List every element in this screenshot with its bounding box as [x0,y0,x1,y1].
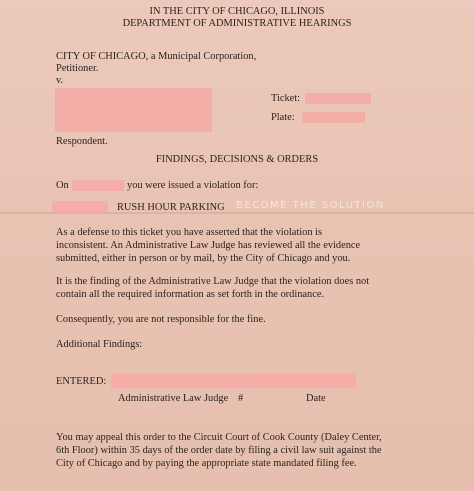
entered-label: ENTERED: [56,376,107,387]
on-label: On [56,180,69,191]
court-header-line2: DEPARTMENT OF ADMINISTRATIVE HEARINGS [122,18,352,29]
defense-line-2: inconsistent. An Administrative Law Judge has reviewed all the evidence [56,240,361,251]
ticket-number-redaction [305,93,371,104]
petitioner-line1: CITY OF CHICAGO, a Municipal Corporation, [56,51,257,62]
issued-violation-text: you were issued a violation for: [127,180,259,191]
appeal-line-1: You may appeal this order to the Circuit Court of Cook County (Daley Center, [56,432,382,443]
finding-line-1: It is the finding of the Administrative Law Judge that the violation does not [56,276,370,287]
additional-findings-label: Additional Findings: [56,339,143,350]
violation-code-redaction [52,201,108,213]
watermark-text: BECOME THE SOLUTION [236,200,385,211]
defense-line-1: As a defense to this ticket you have asserted that the violation is [56,227,323,238]
violation-date-redaction [72,180,124,191]
plate-label: Plate: [271,112,295,123]
respondent-name-redaction [55,88,212,132]
plate-number-redaction [302,112,365,123]
findings-title: FINDINGS, DECISIONS & ORDERS [155,154,319,165]
judge-signature-redaction [111,374,356,388]
versus-label: v. [56,75,64,86]
appeal-line-3: City of Chicago and by paying the appropriate state mandated filing fee. [56,458,357,469]
respondent-label: Respondent. [56,136,108,147]
date-label: Date [306,393,326,404]
not-responsible-text: Consequently, you are not responsible for the fine. [56,314,266,325]
ticket-label: Ticket: [271,93,301,104]
defense-line-3: submitted, either in person or by mail, by the City of Chicago and you. [56,253,351,264]
court-header-line1: IN THE CITY OF CHICAGO, ILLINOIS [149,6,325,17]
judge-number-label: # [238,393,244,404]
violation-name: RUSH HOUR PARKING [117,202,225,213]
finding-line-2: contain all the required information as set forth in the ordinance. [56,289,325,300]
petitioner-line2: Petitioner. [56,63,99,74]
appeal-line-2: 6th Floor) within 35 days of the order date by filing a civil law suit against the [56,445,382,456]
judge-label: Administrative Law Judge [118,393,229,404]
